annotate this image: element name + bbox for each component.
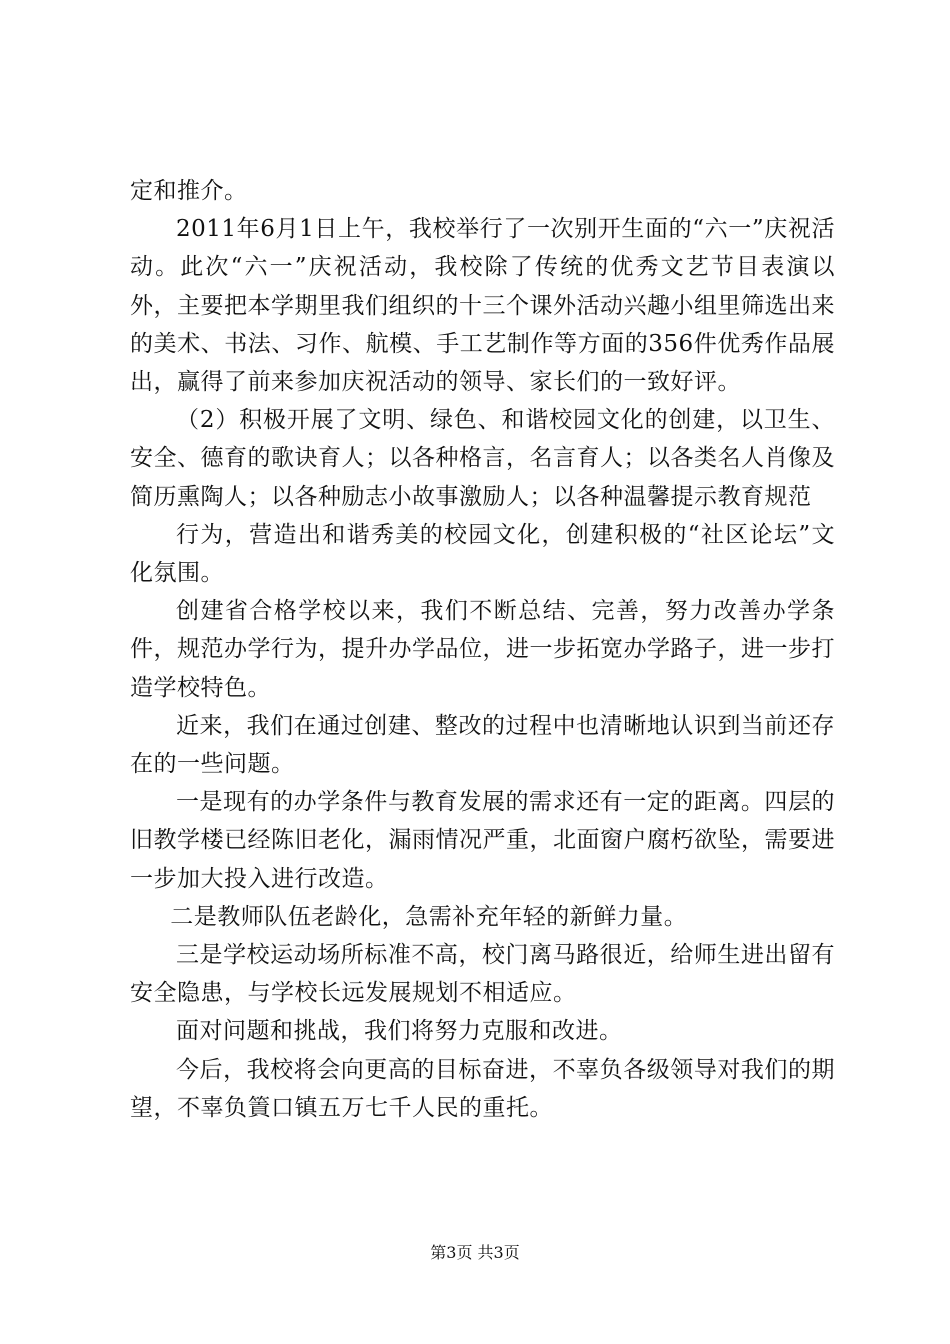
paragraph-problem-three: 三是学校运动场所标准不高，校门离马路很近，给师生进出留有安全隐患，与学校长远发展规划不相适应。 [130,942,835,1007]
paragraph-problem-two: 二是教师队伍老龄化，急需补充年轻的新鲜力量。 [170,903,688,930]
paragraph-since-creation: 创建省合格学校以来，我们不断总结、完善，努力改善办学条件，规范办学行为，提升办学品位，进一步拓宽办学路子，进一步打造学校特色。 [130,598,835,701]
paragraph-recent-problems: 近来，我们在通过创建、整改的过程中也清晰地认识到当前还存在的一些问题。 [130,712,835,778]
page-footer [0,1242,950,1264]
paragraph-challenges: 面对问题和挑战，我们将努力克服和改进。 [176,1018,623,1045]
paragraph-problem-one: 一是现有的办学条件与教育发展的需求还有一定的距离。四层的旧教学楼已经陈旧老化，漏雨情况严重，北面窗户腐朽欲坠，需要进一步加大投入进行改造。 [130,789,835,892]
paragraph-continuation: 定和推介。 [130,178,248,204]
document-body [130,172,835,1127]
page-number-label: 第3页 共3页 [430,1243,520,1262]
paragraph-future: 今后，我校将会向更高的目标奋进，不辜负各级领导对我们的期望，不辜负篢口镇五万七千人民的重托。 [130,1056,835,1121]
paragraph-campus-culture: （2）积极开展了文明、绿色、和谐校园文化的创建，以卫生、安全、德育的歌诀育人；以各种格言，名言育人；以各类名人肖像及简历熏陶人；以各种励志小故事激励人；以各种温馨提示教育规范 [130,407,835,510]
paragraph-campus-culture-cont: 行为，营造出和谐秀美的校园文化，创建积极的“社区论坛”文化氛围。 [130,521,835,587]
paragraph-children-day: 2011年6月1日上午，我校举行了一次别开生面的“六一”庆祝活动。此次“六一”庆祝活动，我校除了传统的优秀文艺节目表演以外，主要把本学期里我们组织的十三个课外活动兴趣小组里筛选出来的美术、书法、习作、航模、手工艺制作等方面的356件优秀作品展出，赢得了前来参加庆祝活动的领导、家长们的一致好评。 [130,216,835,396]
